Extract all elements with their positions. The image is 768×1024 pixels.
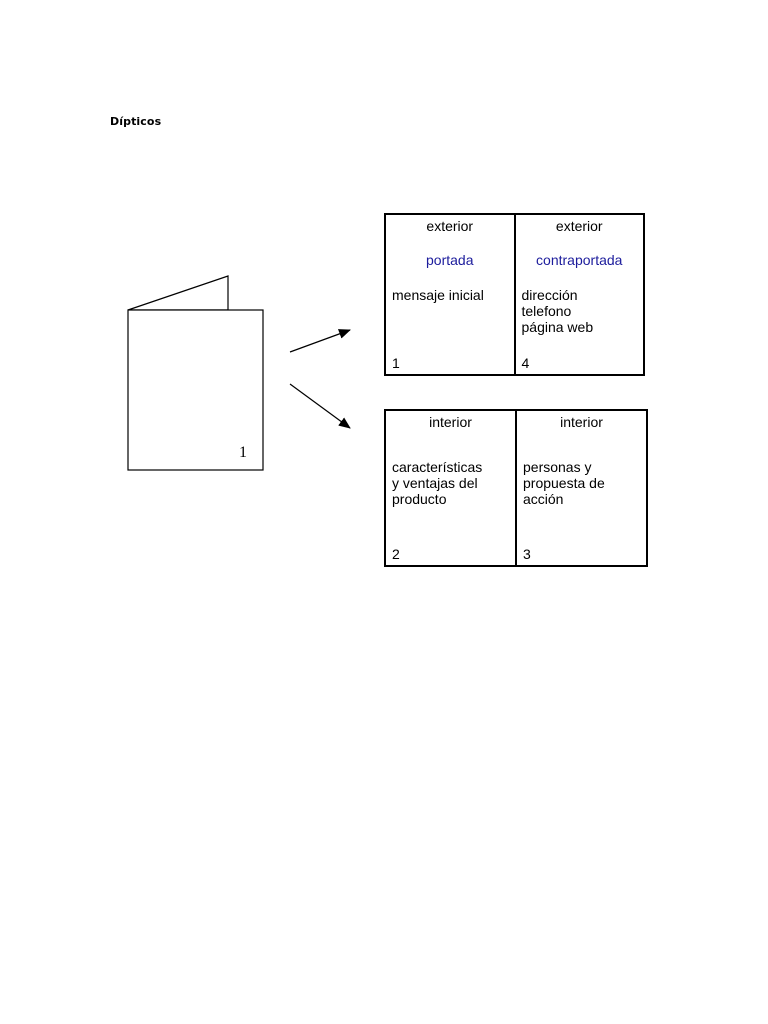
- panel-role: contraportada: [536, 252, 623, 268]
- panel-page-number: 3: [523, 546, 531, 562]
- panel-header: exterior: [426, 218, 474, 234]
- panel-header: interior: [429, 414, 472, 430]
- page-heading: Dípticos: [110, 115, 162, 128]
- brochure-page-number: 1: [239, 444, 247, 461]
- panel-role: portada: [426, 252, 474, 268]
- arrow-to-interior: [290, 384, 350, 428]
- exterior-left-panel: [386, 215, 516, 374]
- interior-right-panel: [517, 411, 646, 565]
- diptych-diagram: [112, 186, 658, 592]
- exterior-spread: [384, 213, 645, 376]
- panel-page-number: 1: [392, 355, 400, 371]
- panel-content: mensaje inicial: [392, 287, 484, 303]
- arrow-to-exterior: [290, 330, 350, 352]
- exterior-right-panel: [516, 215, 644, 374]
- panel-header: interior: [560, 414, 603, 430]
- brochure-back-flap: [128, 276, 228, 310]
- panel-page-number: 4: [521, 355, 530, 371]
- panel-header: exterior: [555, 218, 603, 234]
- panel-page-number: 2: [392, 546, 400, 562]
- panel-content: características y ventajas del producto: [392, 459, 483, 507]
- interior-left-panel: [386, 411, 517, 565]
- panel-content: personas y propuesta de acción: [523, 459, 605, 507]
- interior-spread: [384, 409, 648, 567]
- panel-content: dirección telefono página web: [521, 287, 594, 335]
